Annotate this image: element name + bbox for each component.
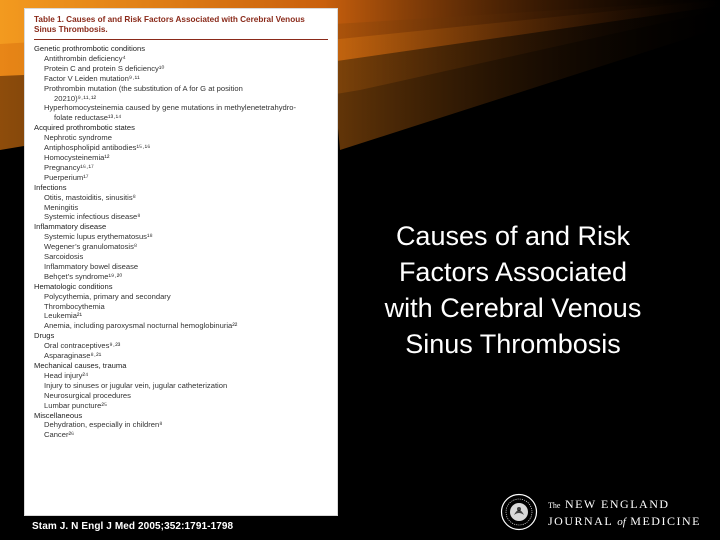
table-section	[34, 183, 328, 223]
table-image	[24, 8, 338, 516]
table-row: Oral contraceptives⁹·²³	[44, 341, 121, 351]
table-row: Behçet’s syndrome¹⁹·²⁰	[44, 271, 123, 281]
table-body	[34, 44, 328, 440]
nejm-of: of	[617, 516, 626, 528]
table-row: Thrombocythemia	[44, 301, 105, 311]
table-row: Protein C and protein S deficiency¹⁰	[44, 63, 165, 73]
nejm-new-england: NEW ENGLAND	[564, 497, 670, 511]
table-row: Head injury²⁴	[44, 370, 89, 380]
nejm-line2	[548, 514, 701, 529]
table-section-heading: Genetic prothrombotic conditions	[34, 44, 146, 53]
table-row: Anemia, including paroxysmal nocturnal hemoglobinuria²²	[44, 321, 238, 331]
table-section	[34, 361, 328, 411]
table-row: Nephrotic syndrome	[44, 133, 112, 143]
table-row: Homocysteinemia¹²	[44, 152, 110, 162]
table-row: 20210)⁹·¹¹·¹²	[54, 93, 97, 103]
table-row: Prothrombin mutation (the substitution of A for G at position	[44, 83, 243, 93]
table-row: Meningitis	[44, 202, 79, 212]
table-section	[34, 411, 328, 441]
table-section	[34, 123, 328, 182]
table-row: Antithrombin deficiency⁴	[44, 53, 126, 63]
headline-line: Factors Associated	[398, 257, 628, 287]
headline-line: with Cerebral Venous	[384, 293, 642, 323]
table-section-heading: Drugs	[34, 331, 55, 341]
table-label: Table 1.	[34, 15, 64, 24]
table-section-heading: Mechanical causes, trauma	[34, 361, 127, 370]
table-row: folate reductase¹³·¹⁴	[54, 113, 122, 123]
citation: Stam J. N Engl J Med 2005;352:1791-1798	[32, 521, 234, 532]
nejm-logo	[500, 493, 710, 537]
table-row: Cancer²⁶	[44, 430, 75, 440]
table-row: Dehydration, especially in children⁸	[44, 420, 163, 430]
nejm-line1	[548, 497, 670, 512]
table-row: Puerperium¹⁷	[44, 172, 89, 182]
table-section	[34, 222, 328, 281]
table-row: Injury to sinuses or jugular vein, jugular catheterization	[44, 380, 228, 390]
nejm-medicine: MEDICINE	[630, 514, 701, 528]
table-row: Otitis, mastoiditis, sinusitis⁸	[44, 192, 136, 202]
table-row: Factor V Leiden mutation⁹·¹¹	[44, 73, 140, 83]
table-section-heading: Inflammatory disease	[34, 222, 107, 232]
table-row: Wegener’s granulomatosis⁸	[44, 242, 138, 252]
table-row: Inflammatory bowel disease	[44, 261, 139, 271]
table-section-heading: Hematologic conditions	[34, 281, 113, 291]
nejm-the: The	[548, 501, 561, 510]
table-section-heading: Acquired prothrombotic states	[34, 123, 135, 133]
table-section	[34, 331, 328, 361]
table-row: Lumbar puncture²⁵	[44, 400, 108, 410]
table-title-text: Causes of and Risk Factors Associated with Cerebral Venous Sinus Thrombosis.	[34, 15, 305, 34]
slide-headline	[340, 218, 686, 362]
table-row: Antiphospholipid antibodies¹⁵·¹⁶	[44, 143, 151, 153]
headline-line: Causes of and Risk	[395, 221, 631, 251]
table-row: Neurosurgical procedures	[44, 390, 131, 400]
table-row: Asparaginase⁸·²¹	[44, 351, 102, 361]
table-row: Systemic infectious disease⁸	[44, 212, 141, 222]
table-row: Pregnancy¹⁶·¹⁷	[44, 162, 94, 172]
table-section-heading: Miscellaneous	[34, 410, 83, 420]
nejm-journal: JOURNAL	[548, 514, 613, 528]
table-row: Hyperhomocysteinemia caused by gene mutations in methylenetetrahydro-	[44, 103, 296, 113]
headline-line: Sinus Thrombosis	[405, 329, 621, 359]
table-row: Sarcoidosis	[44, 252, 84, 262]
table-section-heading: Infections	[34, 182, 67, 192]
table-section	[34, 44, 328, 123]
table-row: Leukemia²¹	[44, 311, 82, 321]
table-section	[34, 282, 328, 332]
table-title	[34, 15, 328, 40]
table-row: Polycythemia, primary and secondary	[44, 291, 171, 301]
nejm-seal-icon	[500, 493, 538, 531]
table-row: Systemic lupus erythematosus¹⁸	[44, 232, 153, 242]
